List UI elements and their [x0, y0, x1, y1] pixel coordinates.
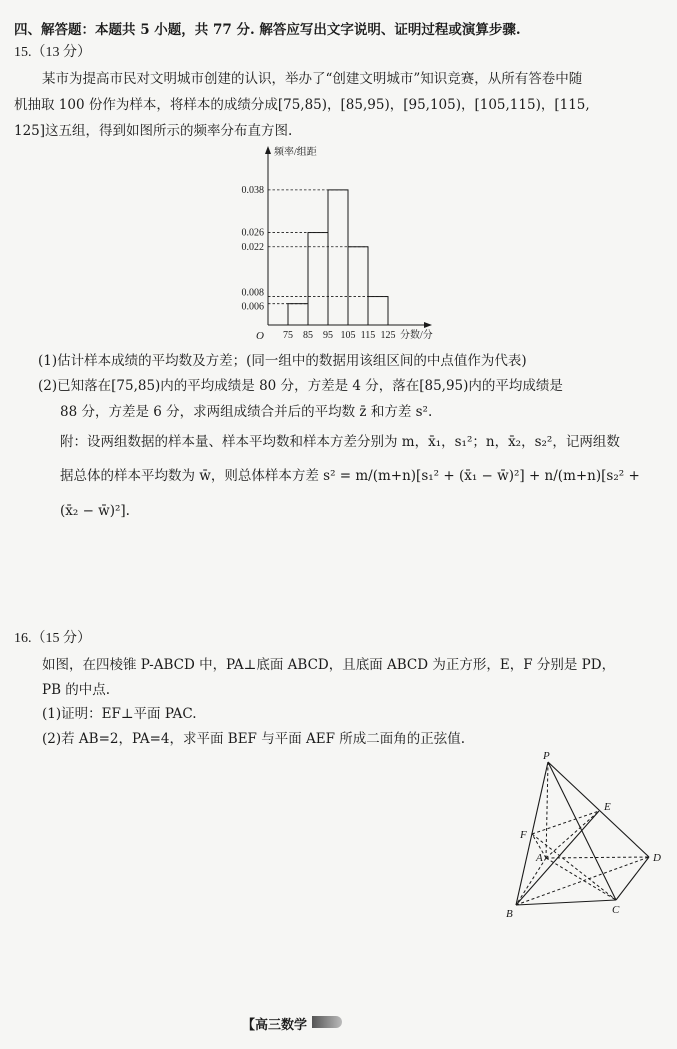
q16-part2: (2)若 AB=2，PA=4，求平面 BEF 与平面 AEF 所成二面角的正弦值.	[42, 731, 466, 747]
q15-note-line3: (x̄₂ − w̄)²].	[60, 503, 130, 519]
q16-stem-line2: PB 的中点.	[42, 682, 111, 698]
y-tick-label: 0.022	[241, 241, 264, 253]
label-D: D	[653, 852, 661, 864]
q16-stem-line1: 如图，在四棱锥 P-ABCD 中，PA⊥底面 ABCD，且底面 ABCD 为正方形，E，F 分别是 PD，	[42, 657, 616, 673]
section-title: 四、解答题：本题共 5 小题，共 77 分. 解答应写出文字说明、证明过程或演算步骤.	[14, 22, 521, 38]
y-axis-label: 频率/组距	[274, 147, 317, 158]
q16-header: 16.（15 分）	[14, 631, 91, 646]
footer-label: 【高三数学	[242, 1018, 308, 1033]
q16-part1: (1)证明：EF⊥平面 PAC.	[42, 706, 197, 722]
y-tick-label: 0.026	[241, 227, 264, 239]
histogram-chart	[0, 140, 677, 350]
x-tick-label: 85	[303, 330, 313, 341]
q15-header: 15.（13 分）	[14, 45, 91, 60]
label-P: P	[543, 750, 550, 762]
histogram-bar	[348, 247, 368, 325]
edge-FC	[532, 834, 616, 900]
label-E: E	[604, 801, 611, 813]
x-tick-label: 75	[283, 330, 293, 341]
histogram-bar	[328, 190, 348, 325]
x-tick-label: 105	[340, 330, 356, 341]
label-C: C	[612, 904, 620, 916]
edge-PA	[546, 762, 548, 858]
x-tick-label: 95	[323, 330, 333, 341]
edge-BC	[516, 900, 616, 905]
x-tick-label: 125	[380, 330, 396, 341]
origin-label: O	[256, 330, 264, 342]
label-B: B	[506, 908, 513, 920]
y-tick-label: 0.008	[241, 287, 264, 299]
edge-AB	[516, 858, 546, 905]
pyramid-figure	[0, 750, 677, 950]
y-tick-label: 0.038	[241, 184, 264, 196]
q15-stem-line1: 某市为提高市民对文明城市创建的认识，举办了“创建文明城市”知识竞赛，从所有答卷中随	[42, 71, 583, 87]
footer-mark	[312, 1016, 342, 1028]
label-A: A	[536, 852, 543, 864]
q15-stem-line2: 机抽取 100 份作为样本，将样本的成绩分成[75,85)，[85,95)，[95,105)，[105,115)，[115,	[14, 97, 590, 113]
edge-BD	[516, 857, 649, 905]
x-axis-arrow	[424, 322, 432, 328]
y-tick-label: 0.006	[241, 301, 264, 313]
histogram-bar	[368, 297, 388, 325]
q15-note-line1: 附：设两组数据的样本量、样本平均数和样本方差分别为 m，x̄₁，s₁²；n，x̄₂，s₂²，记两组数	[60, 434, 620, 450]
y-axis-arrow	[265, 146, 271, 154]
q15-note-line2: 据总体的样本平均数为 w̄，则总体样本方差 s² = m/(m+n)[s₁² + (x̄₁ − w̄)²] + n/(m+n)[s₂² +	[60, 468, 640, 484]
label-F: F	[520, 829, 527, 841]
q15-part1: (1)估计样本成绩的平均数及方差；(同一组中的数据用该组区间的中点值作为代表)	[38, 353, 527, 369]
q15-stem-line3: 125]这五组，得到如图所示的频率分布直方图.	[14, 123, 293, 139]
histogram-bar	[288, 304, 308, 325]
q15-part2-line2: 88 分，方差是 6 分，求两组成绩合并后的平均数 z̄ 和方差 s².	[60, 404, 433, 420]
q15-part2-line1: (2)已知落在[75,85)内的平均成绩是 80 分，方差是 4 分，落在[85,95)内的平均成绩是	[38, 378, 563, 394]
x-tick-label: 115	[360, 330, 376, 341]
x-axis-label: 分数/分	[400, 330, 433, 341]
edge-AD	[546, 857, 649, 858]
